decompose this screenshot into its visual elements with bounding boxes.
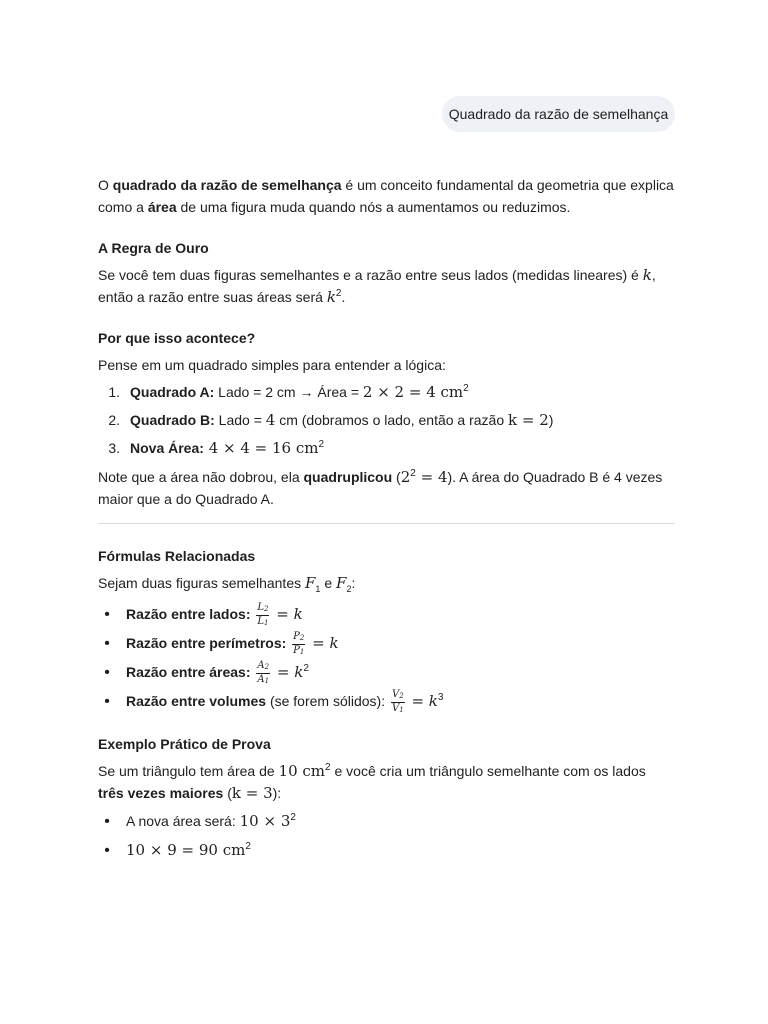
- fraction: $\frac{L_2}{L_1}$: [257, 602, 269, 627]
- section-divider: [98, 523, 675, 524]
- section-heading: A Regra de Ouro: [98, 240, 209, 256]
- section-por-que: [98, 328, 678, 518]
- list-item: 2. Quadrado B: Lado = 4 cm (dobramos o lado, então a razão k = 2): [108, 411, 554, 429]
- section-lead: Sejam duas figuras semelhantes $F_1$ e $F_2$:: [98, 574, 356, 594]
- list-item: • A nova área será: $10 \times 3^2$: [104, 812, 296, 830]
- list-item: • Razão entre lados: $\frac{L_2}{L_1}$ = k: [104, 602, 303, 627]
- section-formulas: [98, 546, 678, 726]
- note-paragraph: Note que a área não dobrou, ela quadruplicou $(2^2 = 4)$. A área do Quadrado B é 4 vezes maior que a do Quadrado A.: [98, 468, 663, 507]
- section-heading: Fórmulas Relacionadas: [98, 548, 256, 564]
- fraction: $\frac{P_2}{P_1}$: [293, 631, 305, 656]
- list-item: • Razão entre áreas: $\frac{A_2}{A_1}$ = $k^2$: [104, 660, 309, 685]
- exemplo-paragraph: Se um triângulo tem área de 10 $cm^2$ e você cria um triângulo semelhante com os lados três vezes maiores (k = 3):: [98, 762, 646, 802]
- section-heading: Exemplo Prático de Prova: [98, 736, 271, 752]
- list-item: • Razão entre volumes (se forem sólidos): $\frac{V_2}{V_1}$ = $k^3$: [104, 689, 444, 714]
- fraction: $\frac{A_2}{A_1}$: [257, 660, 270, 685]
- user-message-text: Quadrado da razão de semelhança: [448, 106, 669, 122]
- user-message-bubble: [442, 96, 675, 132]
- regra-paragraph: Se você tem duas figuras semelhantes e a razão entre seus lados (medidas lineares) é k, então a razão entre suas áreas será $k^2$.: [98, 266, 656, 306]
- section-heading: Por que isso acontece?: [98, 330, 256, 346]
- list-item: • 10 × 9 = 90 $cm^2$: [104, 841, 251, 859]
- section-regra-de-ouro: [98, 238, 678, 308]
- section-exemplo: [98, 734, 678, 874]
- fraction: $\frac{V_2}{V_1}$: [392, 689, 404, 714]
- section-lead: Pense em um quadrado simples para entender a lógica:: [98, 357, 446, 373]
- list-item: 3. Nova Área: 4 × 4 = 16 $cm^2$: [108, 439, 325, 457]
- list-item: • Razão entre perímetros: $\frac{P_2}{P_1}$ = k: [104, 631, 339, 656]
- list-item: 1. Quadrado A: Lado = 2 cm → Área = 2 × 2 = 4 $cm^2$: [108, 383, 469, 401]
- intro-paragraph: O quadrado da razão de semelhança é um conceito fundamental da geometria que explica como a área de uma figura muda quando nós a aumentamos ou reduzimos.: [98, 177, 674, 215]
